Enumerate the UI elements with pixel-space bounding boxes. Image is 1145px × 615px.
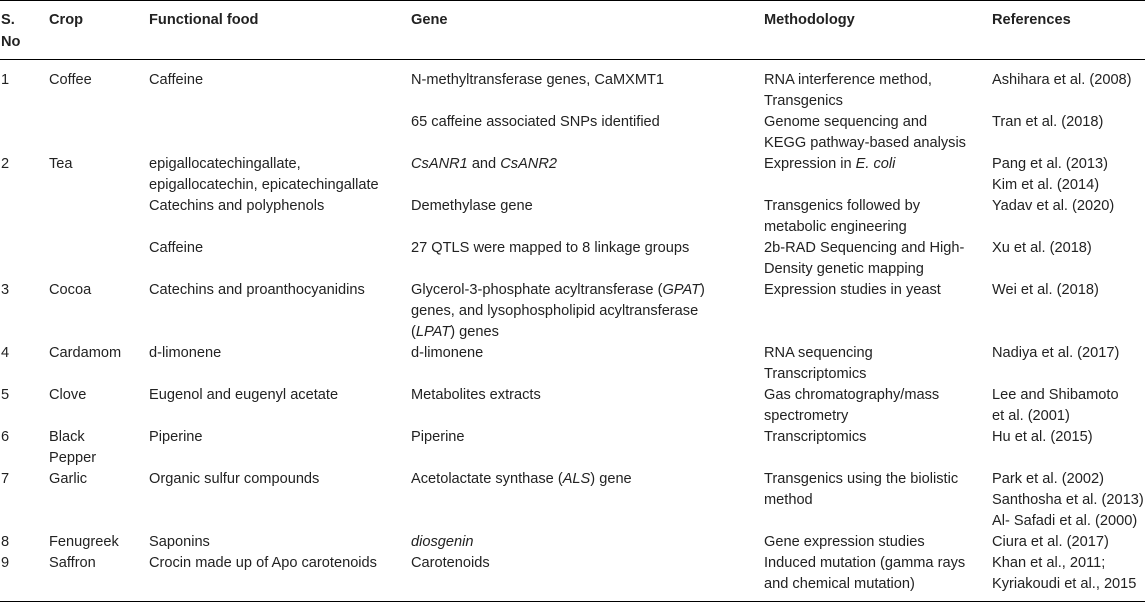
- cell-gene: [410, 343, 763, 385]
- gene-line: 27 QTLS were mapped to 8 linkage groups: [411, 240, 690, 256]
- cell-gene: [410, 154, 763, 196]
- reference-line: Lee and Shibamoto: [992, 387, 1119, 403]
- table-header: [0, 1, 1145, 60]
- gene-line: Metabolites extracts: [411, 387, 541, 403]
- cell-references: [991, 196, 1145, 238]
- table-row: [0, 154, 1145, 196]
- table-row: [0, 112, 1145, 154]
- cell-crop: [48, 112, 148, 154]
- table-row: [0, 427, 1145, 469]
- cell-functional-food: [148, 553, 410, 602]
- cell-methodology: [763, 532, 991, 553]
- cell-sno: [0, 196, 48, 238]
- reference-line: Santhosha et al. (2013): [992, 492, 1144, 508]
- cell-functional-food: [148, 385, 410, 427]
- crop-text: Fenugreek: [49, 534, 119, 550]
- reference-line: Hu et al. (2015): [992, 429, 1093, 445]
- cell-gene: [410, 385, 763, 427]
- cell-gene: [410, 469, 763, 532]
- cell-methodology: [763, 280, 991, 343]
- methodology-line: RNA sequencing: [764, 345, 873, 361]
- reference-line: Wei et al. (2018): [992, 282, 1099, 298]
- reference-line: Yadav et al. (2020): [992, 198, 1115, 214]
- crop-text: Cocoa: [49, 282, 92, 298]
- gene-line: Acetolactate synthase (ALS) gene: [411, 471, 632, 487]
- cell-crop: [48, 154, 148, 196]
- cell-references: [991, 280, 1145, 343]
- cell-methodology: [763, 154, 991, 196]
- gene-line: Piperine: [411, 429, 465, 445]
- reference-line: Nadiya et al. (2017): [992, 345, 1120, 361]
- reference-line: et al. (2001): [992, 408, 1070, 424]
- cell-sno: [0, 112, 48, 154]
- methodology-line: Transgenics: [764, 93, 843, 109]
- gene-line: CsANR1 and CsANR2: [411, 156, 557, 172]
- table-row: [0, 469, 1145, 532]
- table-row: [0, 385, 1145, 427]
- cell-crop: [48, 60, 148, 113]
- functional-food-text: Piperine: [149, 429, 203, 445]
- header-crop: Crop: [48, 1, 148, 60]
- cell-sno: 2: [1, 156, 10, 172]
- cell-functional-food: [148, 196, 410, 238]
- cell-methodology: [763, 427, 991, 469]
- methodology-line: Genome sequencing and: [764, 114, 928, 130]
- reference-line: Kim et al. (2014): [992, 177, 1100, 193]
- gene-line: N-methyltransferase genes, CaMXMT1: [411, 72, 665, 88]
- cell-gene: [410, 427, 763, 469]
- methodology-line: Induced mutation (gamma rays: [764, 555, 966, 571]
- cell-references: [991, 343, 1145, 385]
- cell-methodology: [763, 112, 991, 154]
- gene-line: Carotenoids: [411, 555, 490, 571]
- cell-sno: 1: [1, 72, 10, 88]
- crop-text: Cardamom: [49, 345, 122, 361]
- reference-line: Ciura et al. (2017): [992, 534, 1109, 550]
- cell-sno: 8: [1, 534, 10, 550]
- methodology-line: spectrometry: [764, 408, 849, 424]
- functional-food-text: Eugenol and eugenyl acetate: [149, 387, 339, 403]
- methodology-line: Transcriptomics: [764, 429, 867, 445]
- gene-line: Demethylase gene: [411, 198, 533, 214]
- cell-references: [991, 60, 1145, 113]
- methodology-line: Gas chromatography/mass: [764, 387, 940, 403]
- header-references: References: [991, 1, 1145, 60]
- cell-sno: 5: [1, 387, 10, 403]
- gene-line: Glycerol-3-phosphate acyltransferase (GPAT): [411, 282, 705, 298]
- table-row: [0, 280, 1145, 343]
- cell-crop: [48, 280, 148, 343]
- header-functional-food: Functional food: [148, 1, 410, 60]
- reference-line: Kyriakoudi et al., 2015: [992, 576, 1137, 592]
- cell-references: [991, 427, 1145, 469]
- reference-line: Ashihara et al. (2008): [992, 72, 1132, 88]
- header-gene: Gene: [410, 1, 763, 60]
- table-row: [0, 553, 1145, 602]
- cell-functional-food: [148, 280, 410, 343]
- cell-sno: 4: [1, 345, 10, 361]
- cell-references: [991, 238, 1145, 280]
- functional-food-text: Catechins and polyphenols: [149, 198, 325, 214]
- crop-text: Clove: [49, 387, 87, 403]
- cell-crop: [48, 238, 148, 280]
- methodology-line: Transgenics followed by: [764, 198, 921, 214]
- cell-crop: [48, 343, 148, 385]
- reference-line: Tran et al. (2018): [992, 114, 1104, 130]
- gene-line: d-limonene: [411, 345, 484, 361]
- reference-line: Xu et al. (2018): [992, 240, 1092, 256]
- methodology-line: KEGG pathway-based analysis: [764, 135, 966, 151]
- cell-gene: [410, 238, 763, 280]
- functional-food-text: Caffeine: [149, 240, 204, 256]
- table-row: [0, 196, 1145, 238]
- methodology-line: 2b-RAD Sequencing and High-: [764, 240, 965, 256]
- cell-gene: [410, 280, 763, 343]
- reference-line: Pang et al. (2013): [992, 156, 1109, 172]
- cell-references: [991, 553, 1145, 602]
- methodology-line: Expression studies in yeast: [764, 282, 941, 298]
- cell-functional-food: [148, 60, 410, 113]
- cell-methodology: [763, 343, 991, 385]
- methodology-line: and chemical mutation): [764, 576, 915, 592]
- table-row: [0, 532, 1145, 553]
- table-row: [0, 238, 1145, 280]
- cell-references: [991, 112, 1145, 154]
- functional-food-text: Catechins and proanthocyanidins: [149, 282, 365, 298]
- functional-food-text: Saponins: [149, 534, 210, 550]
- methodology-line: Transcriptomics: [764, 366, 867, 382]
- header-row: [0, 1, 1145, 60]
- cell-references: [991, 532, 1145, 553]
- crop-text: Garlic: [49, 471, 88, 487]
- methodology-line: method: [764, 492, 813, 508]
- reference-line: Al- Safadi et al. (2000): [992, 513, 1138, 529]
- cell-functional-food: [148, 343, 410, 385]
- cell-crop: [48, 469, 148, 532]
- cell-sno: 9: [0, 553, 48, 602]
- table-row: [0, 343, 1145, 385]
- cell-methodology: [763, 385, 991, 427]
- cell-crop: [48, 553, 148, 602]
- gene-line: diosgenin: [411, 534, 474, 550]
- reference-line: Park et al. (2002): [992, 471, 1104, 487]
- cell-functional-food: [148, 154, 410, 196]
- cell-sno: [0, 238, 48, 280]
- cell-functional-food: [148, 112, 410, 154]
- cell-gene: [410, 60, 763, 113]
- methodology-line: Expression in E. coli: [764, 156, 896, 172]
- cell-gene: [410, 553, 763, 602]
- cell-functional-food: [148, 532, 410, 553]
- functional-food-text: Organic sulfur compounds: [149, 471, 320, 487]
- methodology-line: Density genetic mapping: [764, 261, 924, 277]
- cell-sno: 6: [1, 429, 10, 445]
- cell-sno: 3: [1, 282, 10, 298]
- cell-functional-food: [148, 469, 410, 532]
- cell-references: [991, 385, 1145, 427]
- functional-food-text: d-limonene: [149, 345, 222, 361]
- header-sno: S. No: [0, 1, 48, 60]
- cell-methodology: [763, 553, 991, 602]
- crop-text: Coffee: [49, 72, 92, 88]
- cell-crop: [48, 196, 148, 238]
- functional-food-text: epigallocatechingallate, epigallocatechin, epicatechingallate: [149, 156, 379, 193]
- cell-crop: [48, 532, 148, 553]
- methodology-line: Gene expression studies: [764, 534, 925, 550]
- gene-line: genes, and lysophospholipid acyltransferase: [411, 303, 699, 319]
- header-methodology: Methodology: [763, 1, 991, 60]
- cell-functional-food: [148, 427, 410, 469]
- cell-crop: [48, 385, 148, 427]
- cell-gene: [410, 532, 763, 553]
- cell-references: [991, 469, 1145, 532]
- functional-food-text: Caffeine: [149, 72, 204, 88]
- methodology-line: metabolic engineering: [764, 219, 907, 235]
- table-row: [0, 60, 1145, 113]
- gene-line: 65 caffeine associated SNPs identified: [411, 114, 660, 130]
- table-body: [0, 60, 1145, 602]
- reference-line: Khan et al., 2011;: [992, 555, 1106, 571]
- crop-text: Black Pepper: [49, 429, 97, 466]
- cell-references: [991, 154, 1145, 196]
- cell-methodology: [763, 238, 991, 280]
- gene-line: (LPAT) genes: [411, 324, 499, 340]
- cell-methodology: [763, 196, 991, 238]
- cell-gene: [410, 112, 763, 154]
- methodology-line: RNA interference method,: [764, 72, 932, 88]
- cell-functional-food: [148, 238, 410, 280]
- cell-methodology: [763, 60, 991, 113]
- cell-gene: [410, 196, 763, 238]
- cell-sno: 7: [1, 471, 10, 487]
- crop-text: Saffron: [49, 555, 96, 571]
- cell-crop: [48, 427, 148, 469]
- crop-text: Tea: [49, 156, 73, 172]
- methodology-line: Transgenics using the biolistic: [764, 471, 959, 487]
- functional-food-text: Crocin made up of Apo carotenoids: [149, 555, 377, 571]
- cell-methodology: [763, 469, 991, 532]
